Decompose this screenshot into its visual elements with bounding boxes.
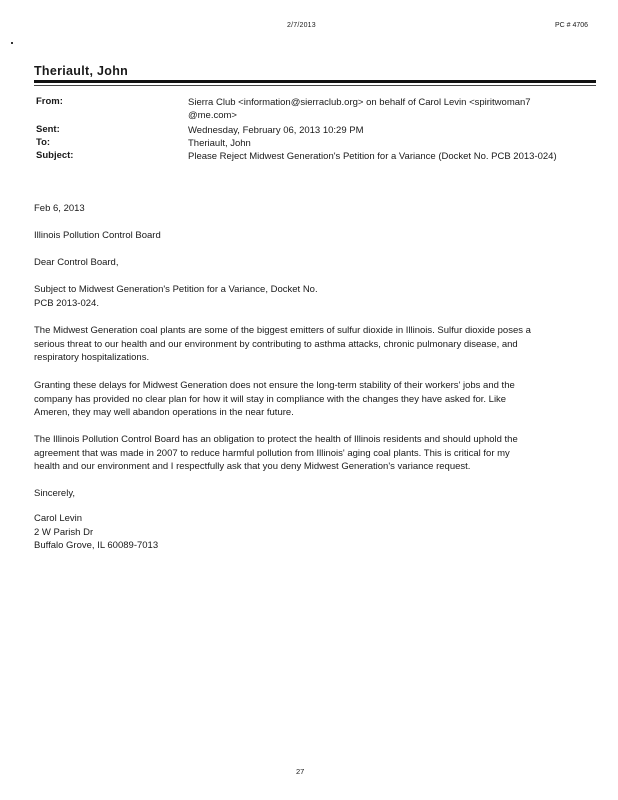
page-number: 27 [296,767,305,776]
paragraph-line: The Midwest Generation coal plants are some of the biggest emitters of sulfur dioxide in Illinois. Sulfur dioxide poses a [34,325,531,336]
from-value-line: @me.com> [188,110,237,121]
from-value-line: Sierra Club <information@sierraclub.org> on behalf of Carol Levin <spiritwoman7 [188,97,531,108]
paragraph-line: health and our environment and I respectfully ask that you deny Midwest Generation's variance request. [34,461,471,472]
from-value [188,96,588,122]
letter-subject-paragraph [34,283,589,310]
from-label: From: [36,96,63,107]
paragraph-line: The Illinois Pollution Control Board has an obligation to protect the health of Illinois residents and should uphold the [34,434,518,445]
subject-value: Please Reject Midwest Generation's Petition for a Variance (Docket No. PCB 2013-024) [188,151,557,162]
header-rule [34,80,596,83]
paragraph-line: PCB 2013-024. [34,297,99,309]
letter-salutation: Dear Control Board, [34,257,119,268]
paragraph-line: Ameren, they may well abandon operations in the near future. [34,407,294,418]
to-label: To: [36,137,51,148]
letter-date: Feb 6, 2013 [34,203,85,214]
letter-closing: Sincerely, [34,488,76,499]
sender-name: Theriault, John [34,64,129,78]
paragraph-line: Subject to Midwest Generation's Petition for a Variance, Docket No. [34,284,318,295]
letter-paragraph-2 [34,379,589,420]
paragraph-line: respiratory hospitalizations. [34,352,150,363]
signer-name: Carol Levin [34,513,83,524]
fax-date: 2/7/2013 [287,22,316,29]
to-value: Theriault, John [188,138,251,149]
header-rule-thin [34,85,596,86]
letter-recipient: Illinois Pollution Control Board [34,230,161,241]
letter-paragraph-1 [34,324,589,365]
paragraph-line: Granting these delays for Midwest Generation does not ensure the long-term stability of their workers' jobs and the [34,380,515,391]
paragraph-line: agreement that was made in 2007 to reduce harmful pollution from Illinois' aging coal plants. This is critical for my [34,447,510,459]
pc-number: PC # 4706 [555,22,589,29]
paragraph-line: company has provided no clear plan for how it will stay in compliance with the changes they have asked for. Like [34,393,507,405]
signature-block [34,512,589,553]
scan-speck [11,42,13,44]
subject-label: Subject: [36,150,74,161]
sent-value: Wednesday, February 06, 2013 10:29 PM [188,125,364,136]
paragraph-line: serious threat to our health and our environment by contributing to asthma attacks, chronic pulmonary disease, and [34,338,518,350]
signer-address: 2 W Parish Dr [34,526,94,538]
signer-address: Buffalo Grove, IL 60089-7013 [34,540,159,551]
letter-paragraph-3 [34,433,589,474]
sent-label: Sent: [36,124,60,135]
